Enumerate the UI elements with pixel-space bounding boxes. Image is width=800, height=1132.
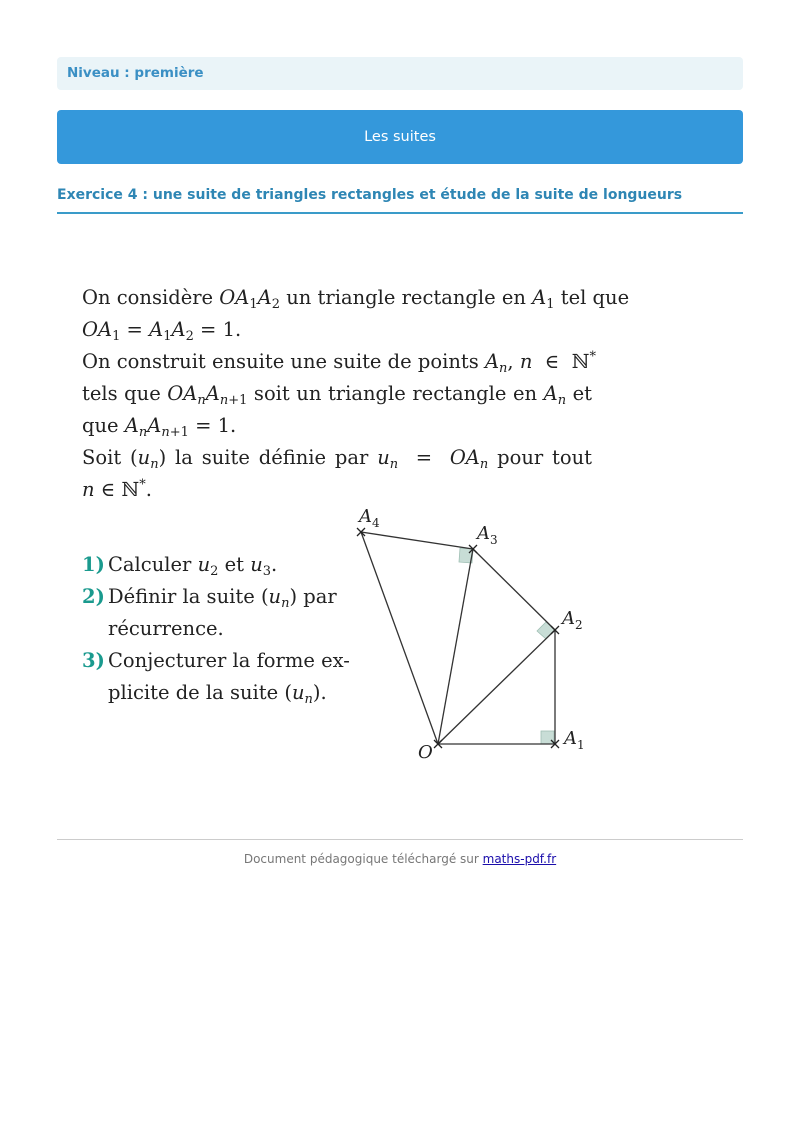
- topic-banner: Les suites: [57, 110, 743, 164]
- triangle-spiral-figure: [340, 500, 600, 770]
- statement-line-7: n ∈ ℕ*.: [82, 477, 152, 501]
- footer: [0, 852, 800, 866]
- right-angle-marker-a2: [537, 622, 555, 639]
- level-label: Niveau : première: [57, 57, 743, 90]
- footer-divider: [57, 839, 743, 840]
- right-angle-marker-a1: [541, 731, 554, 744]
- question-3: 3) Conjecturer la forme ex-: [82, 649, 350, 672]
- label-a4: $A_4$: [359, 506, 380, 530]
- statement-line-4: tels que $OA_nA_{n+1}$ soit un triangle rectangle en $A_n$ et: [82, 382, 592, 408]
- footer-link[interactable]: maths-pdf.fr: [482, 852, 557, 866]
- statement-line-5: que $A_nA_{n+1} = 1$.: [82, 414, 237, 440]
- label-a1: $A_1$: [564, 728, 585, 752]
- label-o: O: [418, 742, 433, 763]
- question-3-continued: plicite de la suite $(u_n)$.: [108, 681, 327, 707]
- statement-line-3: On construit ensuite une suite de points $A_n$, n ∈ ℕ*: [82, 349, 596, 376]
- exercise-statement: [82, 282, 630, 506]
- question-2-continued: récurrence.: [108, 617, 224, 640]
- statement-line-2: $OA_1 = A_1A_2 = 1$.: [82, 318, 242, 344]
- question-list: [82, 549, 350, 709]
- segment-oa4: [361, 532, 438, 744]
- label-a2: $A_2$: [562, 608, 583, 632]
- statement-line-6: Soit $(u_n)$ la suite définie par $u_n = OA_n$ pour tout: [82, 446, 593, 472]
- segment-a3a4: [361, 532, 473, 549]
- exercise-title: Exercice 4 : une suite de triangles rectangles et étude de la suite de longueurs: [57, 186, 743, 214]
- question-2: 2) Définir la suite $(u_n)$ par: [82, 585, 337, 611]
- segment-a2a3: [473, 549, 555, 630]
- label-a3: $A_3$: [477, 523, 498, 547]
- statement-line-1: On considère $OA_1A_2$ un triangle rectangle en $A_1$ tel que: [82, 286, 630, 312]
- footer-text: Document pédagogique téléchargé sur: [243, 852, 483, 866]
- question-1: 1) Calculer $u_2$ et $u_3$.: [82, 553, 278, 579]
